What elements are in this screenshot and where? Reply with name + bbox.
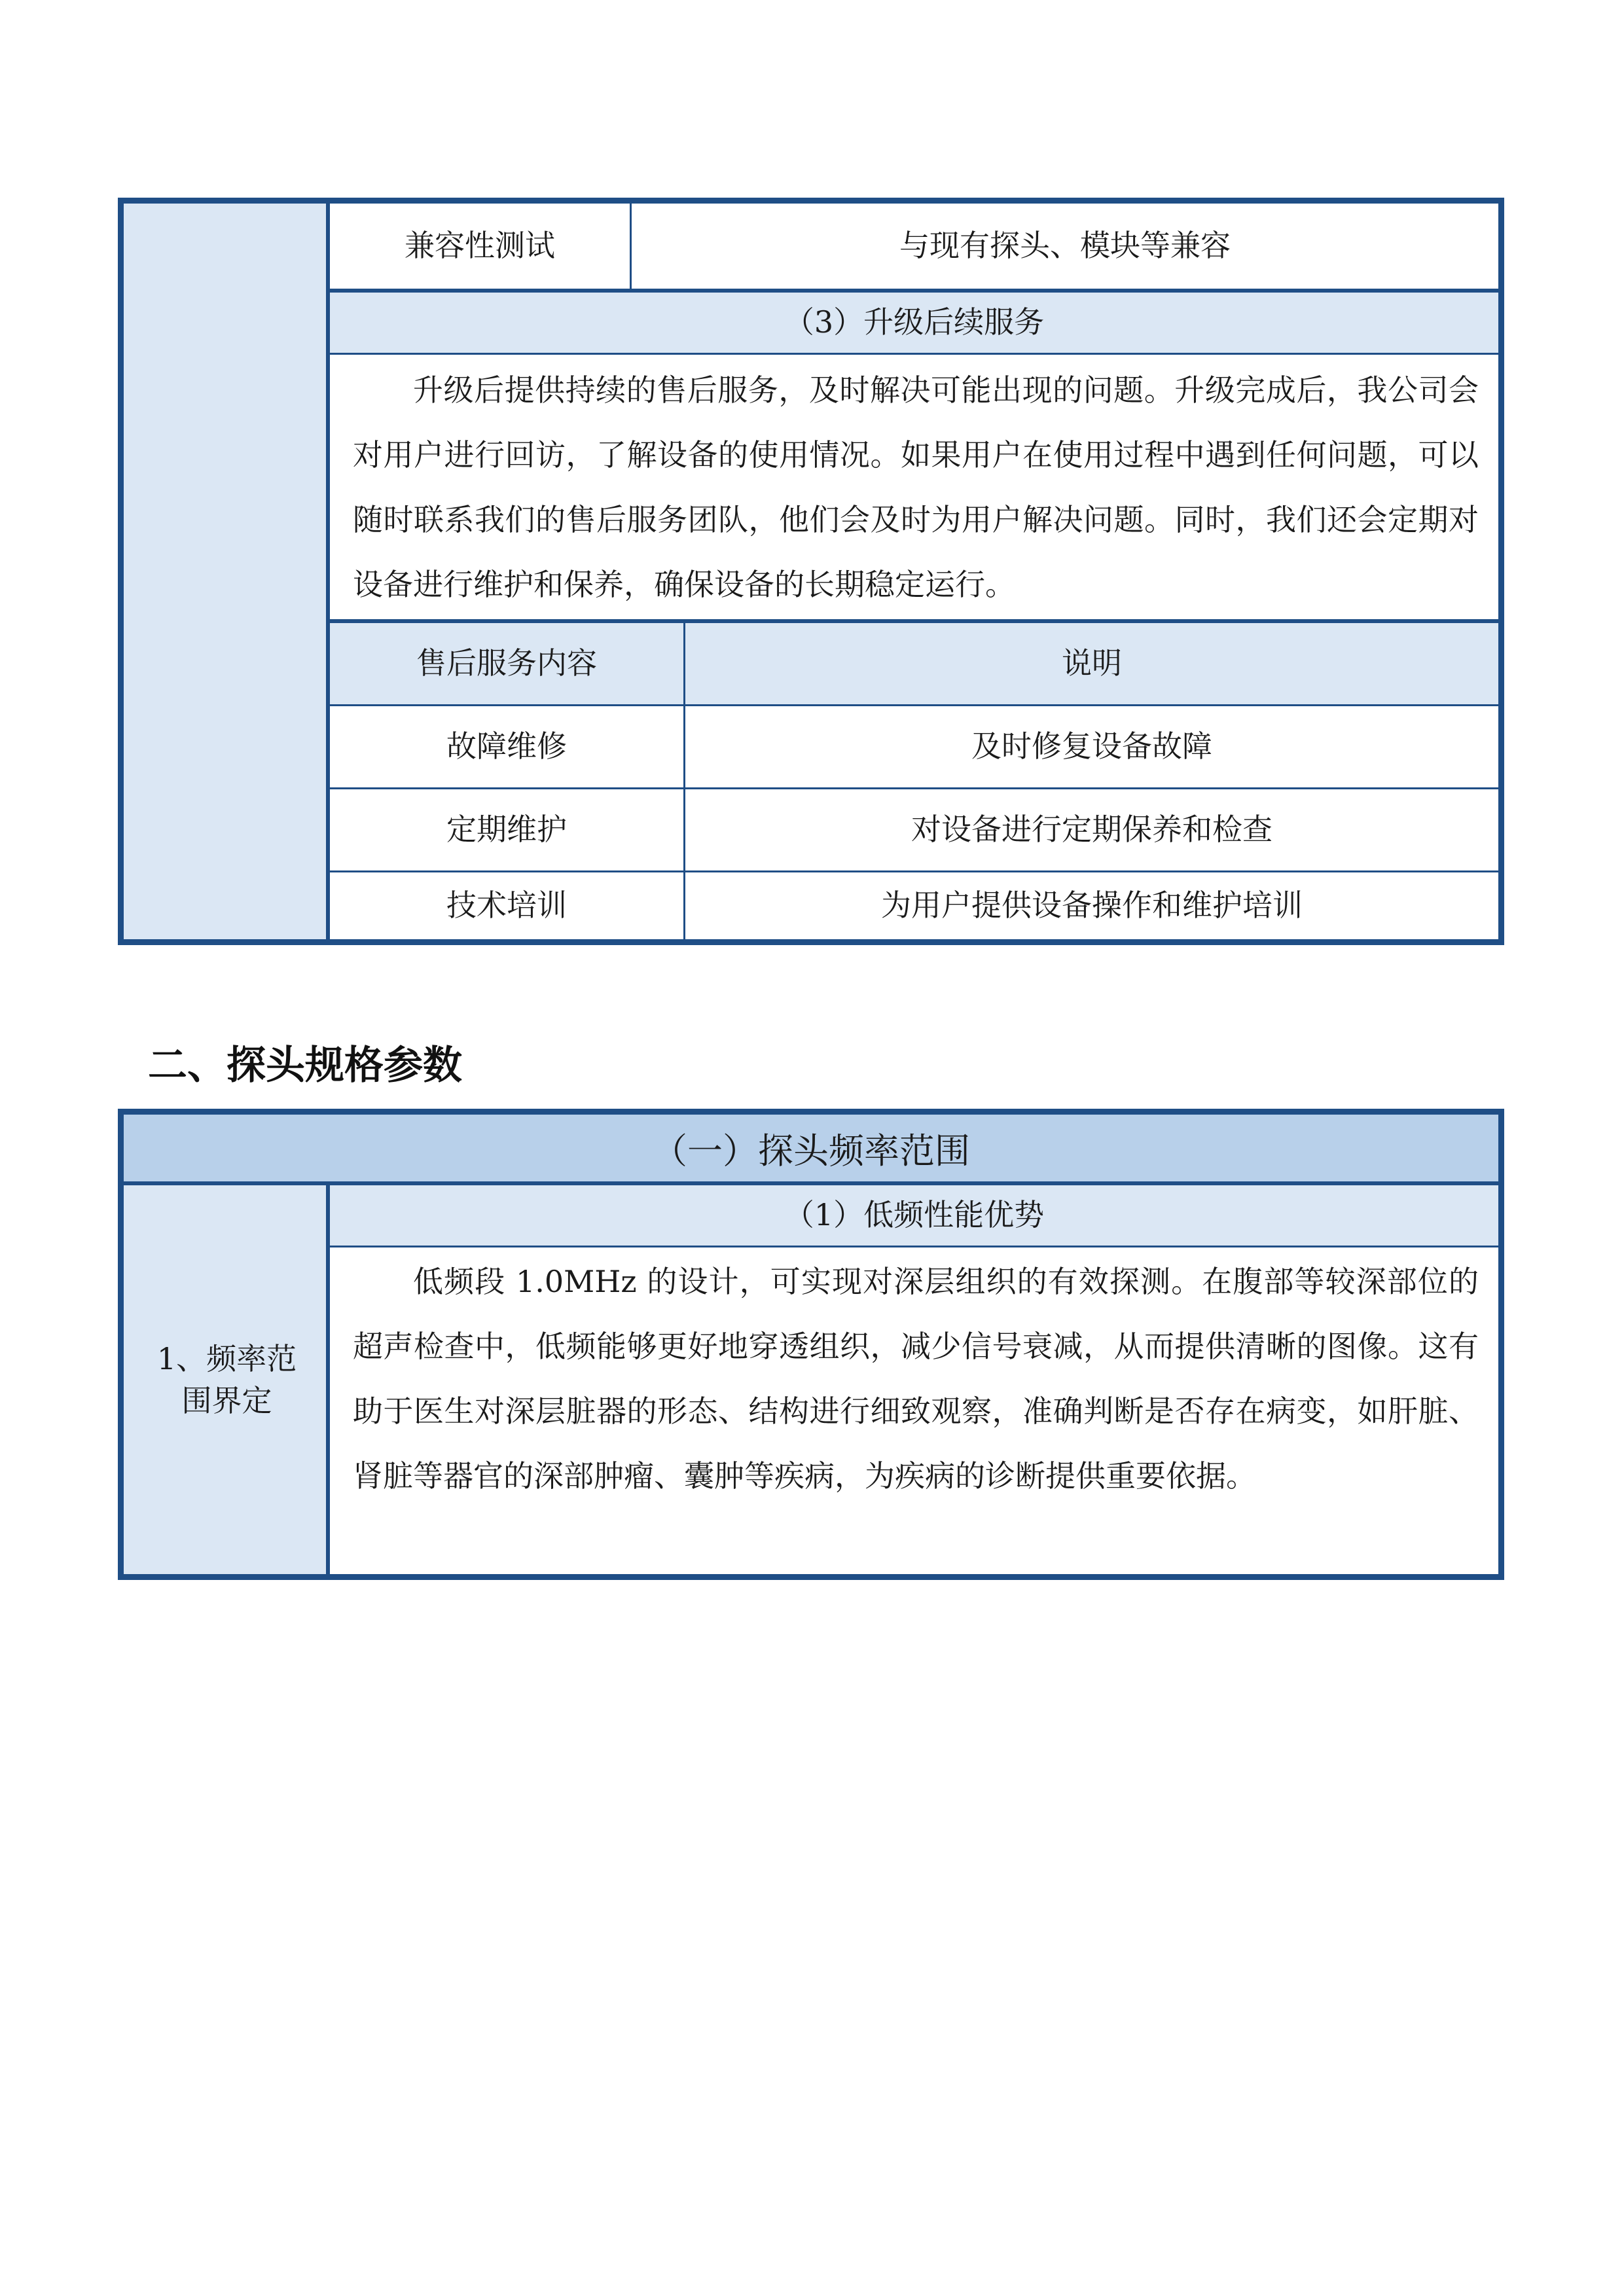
low-frequency-paragraph: 低频段 1.0MHz 的设计，可实现对深层组织的有效探测。在腹部等较深部位的超声检查中，低频能够更好地穿透组织，减少信号衰减，从而提供清晰的图像。这有助于医生对深层脏器的形态、结构进行细致观察，准确判断是否存在病变，如肝脏、肾脏等器官的深部肿瘤、囊肿等疾病，为疾病的诊断提供重要依据。 [353,1264,1479,1494]
column-divider [683,623,685,939]
table-left-column [124,204,330,939]
table-row-item: 定期维护 [446,812,567,848]
row-divider [330,353,1498,355]
service-paragraph: 升级后提供持续的售后服务，及时解决可能出现的问题。升级完成后，我公司会对用户进行回访，了解设备的使用情况。如果用户在使用过程中遇到任何问题，可以随时联系我们的售后服务团队，他们会及时为用户解决问题。同时，我们还会定期对设备进行维护和保养，确保设备的长期稳定运行。 [353,372,1479,602]
row-divider [330,1246,1498,1247]
table-row-desc: 对设备进行定期保养和检查 [911,812,1272,848]
header-service-content: 售后服务内容 [416,645,597,681]
table-row-desc: 及时修复设备故障 [971,728,1212,764]
subsection-title: （1）低频性能优势 [784,1197,1045,1233]
probe-frequency-table [118,1109,1504,1580]
header-description: 说明 [1062,645,1122,681]
compat-item-cell: 兼容性测试 [405,228,555,264]
table-row-item: 技术培训 [446,888,567,924]
section-title: （3）升级后续服务 [784,304,1045,340]
compat-desc-cell: 与现有探头、模块等兼容 [899,228,1231,264]
table-title: （一）探头频率范围 [124,1115,1498,1181]
frequency-range-label: 1、频率范围界定 [156,1341,297,1418]
after-sales-table [118,198,1504,945]
section-heading: 二、探头规格参数 [148,1043,462,1088]
table-row-item: 故障维修 [446,728,567,764]
table-row-desc: 为用户提供设备操作和维护培训 [881,888,1303,924]
